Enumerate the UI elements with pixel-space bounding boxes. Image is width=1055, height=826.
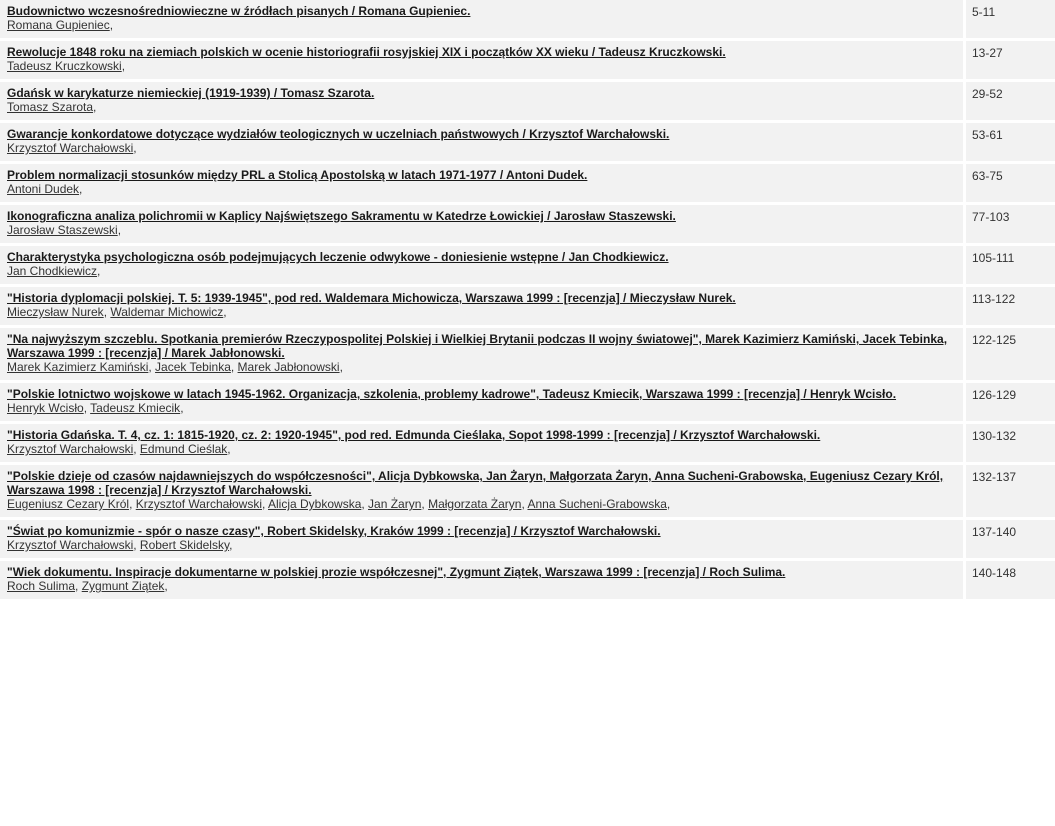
author-link[interactable]: Krzysztof Warchałowski — [7, 538, 134, 552]
article-cell — [0, 164, 963, 202]
page-range: 5-11 — [963, 0, 1055, 38]
author-link[interactable]: Tomasz Szarota — [7, 100, 94, 114]
author-separator: , — [133, 141, 137, 155]
article-row — [0, 465, 1055, 517]
author-link[interactable]: Waldemar Michowicz — [110, 305, 224, 319]
article-authors — [7, 579, 956, 593]
author-separator: , — [261, 497, 268, 511]
article-cell — [0, 520, 963, 558]
author-separator: , — [666, 497, 671, 511]
article-authors — [7, 497, 956, 511]
page-range: 77-103 — [963, 205, 1055, 243]
article-authors — [7, 401, 956, 415]
author-link[interactable]: Tadeusz Kmiecik — [90, 401, 181, 415]
page-range: 130-132 — [963, 424, 1055, 462]
page-range: 126-129 — [963, 383, 1055, 421]
article-title-link[interactable]: "Polskie dzieje od czasów najdawniejszych do współczesności", Alicja Dybkowska, Jan Żaryn, Małgorzata Żaryn, Anna Sucheni-Grabowska, Eugeniusz Cezary Król, Warszawa 1998 : [recenzja] / Krzysztof Warchałowski. — [7, 469, 944, 497]
author-link[interactable]: Mieczysław Nurek — [7, 305, 104, 319]
author-separator: , — [223, 305, 227, 319]
article-title-link[interactable]: Budownictwo wczesnośredniowieczne w źródłach pisanych / Romana Gupieniec. — [7, 4, 471, 18]
author-link[interactable]: Eugeniusz Cezary Król — [7, 497, 130, 511]
author-link[interactable]: Marek Jabłonowski — [237, 360, 340, 374]
author-link[interactable]: Henryk Wcisło — [7, 401, 84, 415]
article-authors — [7, 59, 956, 73]
author-link[interactable]: Roch Sulima — [7, 579, 76, 593]
author-link[interactable]: Robert Skidelsky — [139, 538, 230, 552]
author-separator: , — [339, 360, 343, 374]
author-separator: , — [230, 360, 238, 374]
article-row — [0, 0, 1055, 38]
article-row — [0, 287, 1055, 325]
page-range: 105-111 — [963, 246, 1055, 284]
article-title-link[interactable]: "Świat po komunizmie - spór o nasze czasy", Robert Skidelsky, Kraków 1999 : [recenzja] / Krzysztof Warchałowski. — [7, 524, 661, 538]
author-link[interactable]: Zygmunt Ziątek — [81, 579, 165, 593]
article-authors — [7, 305, 956, 319]
author-link[interactable]: Jan Żaryn — [368, 497, 422, 511]
author-separator: , — [164, 579, 168, 593]
article-row — [0, 205, 1055, 243]
article-cell — [0, 383, 963, 421]
article-authors — [7, 360, 956, 374]
author-separator: , — [361, 497, 369, 511]
article-row — [0, 383, 1055, 421]
author-separator: , — [117, 223, 122, 237]
page-range: 113-122 — [963, 287, 1055, 325]
article-title-link[interactable]: "Historia dyplomacji polskiej. T. 5: 1939-1945", pod red. Waldemara Michowicza, Warszawa 1999 : [recenzja] / Mieczysław Nurek. — [7, 291, 736, 305]
author-link[interactable]: Jan Chodkiewicz — [7, 264, 98, 278]
article-authors — [7, 100, 956, 114]
author-separator: , — [229, 538, 233, 552]
article-authors — [7, 442, 956, 456]
author-link[interactable]: Alicja Dybkowska — [268, 497, 362, 511]
article-row — [0, 424, 1055, 462]
author-link[interactable]: Edmund Cieślak — [139, 442, 228, 456]
author-separator: , — [109, 18, 114, 32]
author-separator: , — [133, 538, 140, 552]
author-separator: , — [133, 442, 140, 456]
article-cell — [0, 41, 963, 79]
article-cell — [0, 0, 963, 38]
article-cell — [0, 465, 963, 517]
author-separator: , — [121, 59, 126, 73]
article-row — [0, 561, 1055, 599]
article-row — [0, 246, 1055, 284]
article-authors — [7, 223, 956, 237]
author-link[interactable]: Małgorzata Żaryn — [428, 497, 522, 511]
author-separator: , — [103, 305, 111, 319]
author-link[interactable]: Krzysztof Warchałowski — [135, 497, 262, 511]
author-link[interactable]: Krzysztof Warchałowski — [7, 141, 134, 155]
author-separator: , — [79, 182, 83, 196]
page-range: 29-52 — [963, 82, 1055, 120]
author-link[interactable]: Jacek Tebinka — [155, 360, 231, 374]
article-cell — [0, 561, 963, 599]
author-link[interactable]: Jarosław Staszewski — [7, 223, 118, 237]
article-authors — [7, 141, 956, 155]
article-title-link[interactable]: Gdańsk w karykaturze niemieckiej (1919-1939) / Tomasz Szarota. — [7, 86, 375, 100]
article-title-link[interactable]: "Historia Gdańska. T. 4, cz. 1: 1815-1920, cz. 2: 1920-1945", pod red. Edmunda Cieślaka, Sopot 1998-1999 : [recenzja] / Krzysztof Warchałowski. — [7, 428, 821, 442]
article-cell — [0, 328, 963, 380]
author-link[interactable]: Anna Sucheni-Grabowska — [527, 497, 667, 511]
author-separator: , — [83, 401, 91, 415]
page-range: 53-61 — [963, 123, 1055, 161]
author-separator: , — [227, 442, 231, 456]
article-cell — [0, 287, 963, 325]
author-separator: , — [521, 497, 528, 511]
article-title-link[interactable]: "Wiek dokumentu. Inspiracje dokumentarne w polskiej prozie współczesnej", Zygmunt Ziątek, Warszawa 1999 : [recenzja] / Roch Sulima. — [7, 565, 786, 579]
article-cell — [0, 123, 963, 161]
article-row — [0, 82, 1055, 120]
article-title-link[interactable]: "Polskie lotnictwo wojskowe w latach 1945-1962. Organizacja, szkolenia, problemy kadrowe", Tadeusz Kmiecik, Warszawa 1999 : [recenzja] / Henryk Wcisło. — [7, 387, 897, 401]
article-authors — [7, 18, 956, 32]
article-title-link[interactable]: Charakterystyka psychologiczna osób podejmujących leczenie odwykowe - doniesienie wstępne / Jan Chodkiewicz. — [7, 250, 669, 264]
page-range: 122-125 — [963, 328, 1055, 380]
article-title-link[interactable]: "Na najwyższym szczeblu. Spotkania premierów Rzeczypospolitej Polskiej i Wielkiej Brytanii podczas II wojny światowej", Marek Kazimierz Kamiński, Jacek Tebinka, Warszawa 1999 : [recenzja] / Marek Jabłonowski. — [7, 332, 948, 360]
author-separator: , — [93, 100, 97, 114]
page-range: 140-148 — [963, 561, 1055, 599]
author-link[interactable]: Tadeusz Kruczkowski — [7, 59, 122, 73]
page-range: 137-140 — [963, 520, 1055, 558]
page-range: 132-137 — [963, 465, 1055, 517]
article-row — [0, 328, 1055, 380]
article-row — [0, 41, 1055, 79]
article-row — [0, 123, 1055, 161]
article-cell — [0, 424, 963, 462]
page-range: 63-75 — [963, 164, 1055, 202]
article-title-link[interactable]: Ikonograficzna analiza polichromii w Kaplicy Najświętszego Sakramentu w Katedrze Łowickiej / Jarosław Staszewski. — [7, 209, 676, 223]
article-row — [0, 520, 1055, 558]
article-title-link[interactable]: Rewolucje 1848 roku na ziemiach polskich w ocenie historiografii rosyjskiej XIX i początków XX wieku / Tadeusz Kruczkowski. — [7, 45, 726, 59]
article-cell — [0, 82, 963, 120]
author-link[interactable]: Antoni Dudek — [7, 182, 80, 196]
author-separator: , — [97, 264, 101, 278]
article-authors — [7, 538, 956, 552]
author-separator: , — [129, 497, 136, 511]
author-separator: , — [421, 497, 429, 511]
article-authors — [7, 264, 956, 278]
author-link[interactable]: Krzysztof Warchałowski — [7, 442, 134, 456]
article-title-link[interactable]: Gwarancje konkordatowe dotyczące wydziałów teologicznych w uczelniach państwowych / Krzysztof Warchałowski. — [7, 127, 670, 141]
article-row — [0, 164, 1055, 202]
article-title-link[interactable]: Problem normalizacji stosunków między PRL a Stolicą Apostolską w latach 1971-1977 / Antoni Dudek. — [7, 168, 588, 182]
author-separator: , — [148, 360, 156, 374]
article-cell — [0, 246, 963, 284]
author-separator: , — [180, 401, 184, 415]
author-link[interactable]: Romana Gupieniec — [7, 18, 110, 32]
page-range: 13-27 — [963, 41, 1055, 79]
author-separator: , — [75, 579, 82, 593]
article-authors — [7, 182, 956, 196]
article-cell — [0, 205, 963, 243]
author-link[interactable]: Marek Kazimierz Kamiński — [7, 360, 149, 374]
